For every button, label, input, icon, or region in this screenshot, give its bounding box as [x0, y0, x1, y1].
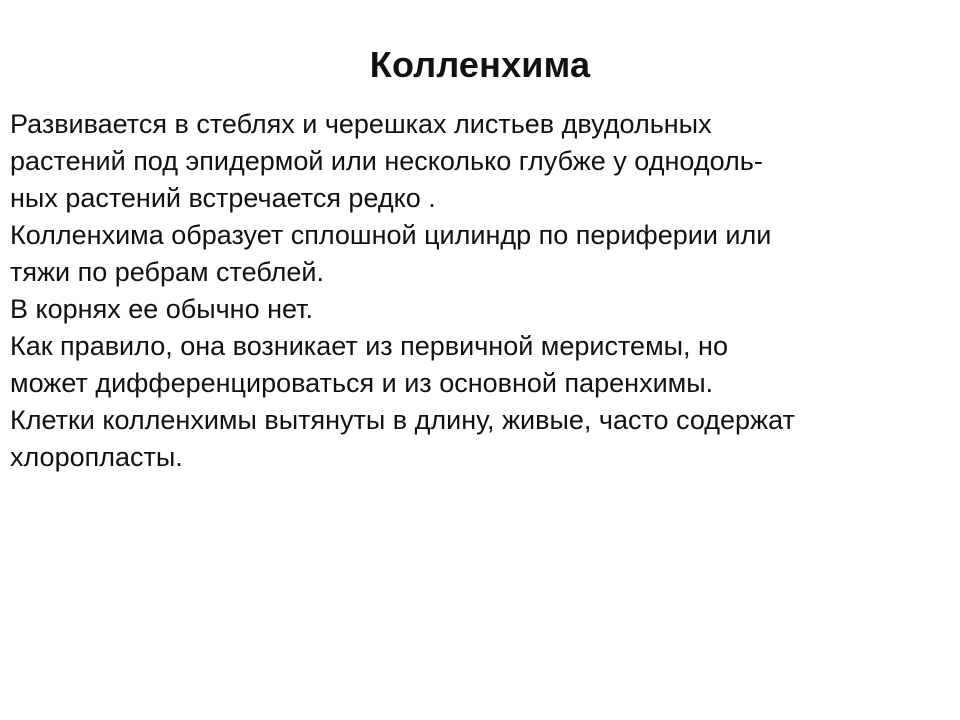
body-line: Колленхима образует сплошной цилиндр по периферии или: [10, 220, 772, 250]
body-line: ных растений встречается редко .: [10, 183, 436, 213]
body-line: может дифференцироваться и из основной паренхимы.: [10, 368, 714, 398]
body-line: тяжи по ребрам стеблей.: [10, 257, 324, 287]
slide-body: [10, 106, 950, 476]
slide-title: Колленхима: [369, 44, 591, 85]
body-line: Как правило, она возникает из первичной меристемы, но: [10, 331, 728, 361]
body-line: В корнях ее обычно нет.: [10, 294, 314, 324]
body-line: Клетки колленхимы вытянуты в длину, живые, часто содержат: [10, 405, 795, 435]
body-line: Развивается в стеблях и черешках листьев двудольных: [10, 109, 712, 139]
body-line: растений под эпидермой или несколько глубже у однодоль-: [10, 146, 763, 176]
body-line: хлоропласты.: [10, 442, 183, 472]
